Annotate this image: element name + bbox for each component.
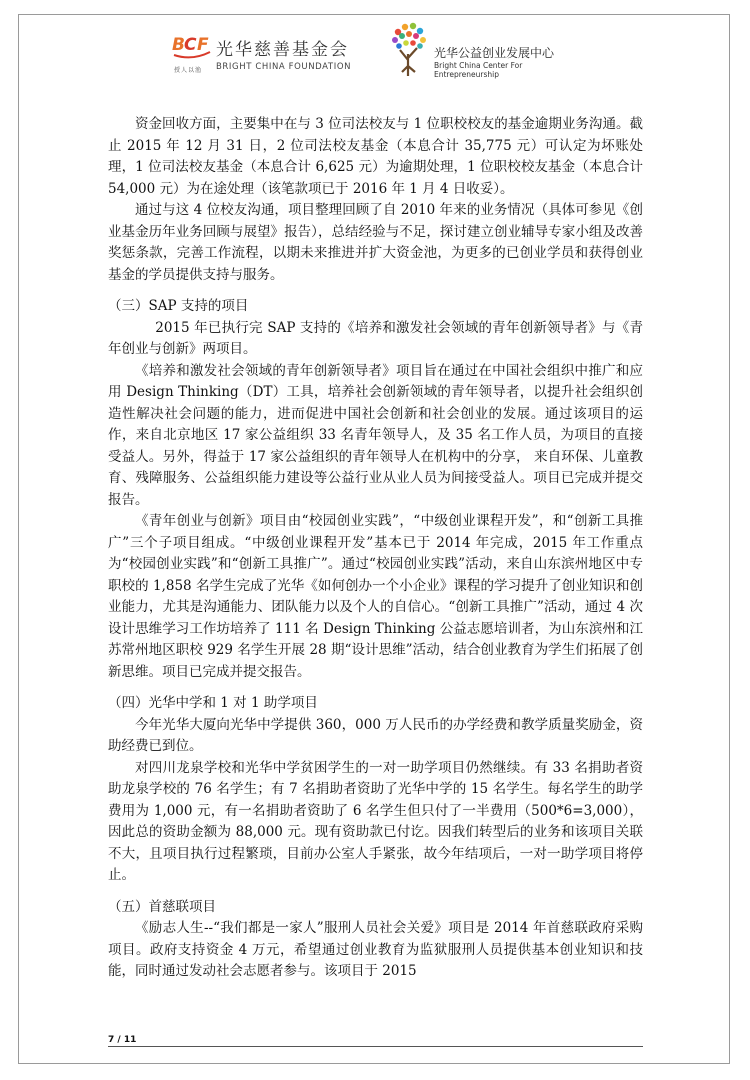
bright-china-center-logo [388,20,588,80]
foundation-name-cn: 光华慈善基金会 [216,40,349,60]
svg-text:C: C [184,35,197,55]
section-heading-scf: （五）首慈联项目 [108,898,216,915]
page-number: 7 / 11 [108,1035,137,1045]
section-heading-school-aid: （四）光华中学和 1 对 1 助学项目 [108,695,318,711]
paragraph-school-funding: 今年光华大厦向光华中学提供 360，000 万人民币的办学经费和教学质量奖励金，资助经费已到位。 [108,716,643,754]
paragraph-alumni-review: 通过与这 4 位校友沟通，项目整理回顾了自 2010 年来的业务情况（具体可参见《创业基金历年业务回顾与展望》报告），总结经验与不足，探讨建立创业辅导专家小组及改善奖惩条款，完善工作流程，以期未来推进并扩大资金池，为更多的已创业学员和获得创业基金的学员提供支持与服务。 [108,202,643,283]
center-name-cn: 光华公益创业发展中心 [434,46,555,60]
paragraph-one-on-one-aid: 对四川龙泉学校和光华中学贫困学生的一对一助学项目仍然继续。有 33 名捐助者资助龙泉学校的 76 名学生；有 7 名捐助者资助了光华中学的 15 名学生。每名学生的助学费用为 1,000 元，有一名捐助者资助了 6 名学生但只付了一半费用（500*6=3,000），因此总的资助金额为 88,000 元。现有资助款已付讫。因我们转型后的业务和该项目关联不大，且项目执行过程繁琐，目前办公室人手紧张，故今年结项后，一对一助学项目将停止。 [108,759,643,883]
paragraph-sap-entrepreneurship: 《青年创业与创新》项目由“校园创业实践”，“中级创业课程开发”，和“创新工具推广”三个子项目组成。“中级创业课程开发”基本已于 2014 年完成，2015 年工作重点为“校园创业实践”和“创新工具推广”。通过“校园创业实践”活动，来自山东滨州地区中专职校的 1,858 名学生完成了光华《如何创办一个小企业》课程的学习提升了创业知识和创业能力，尤其是沟通能力、团队能力以及个人的自信心。“创新工具推广”活动，通过 4 次设计思维学习工作坊培养了 111 名 Design Thinking 公益志愿培训者，为山东滨州和江苏常州地区职校 929 名学生开展 28 期“设计思维”活动，结合创业教育为学生们拓展了创新思维。项目已完成并提交报告。 [108,513,643,680]
svg-text:F: F [197,35,209,55]
document-body [108,114,643,983]
page-header [0,0,750,90]
footer-divider [108,1046,643,1047]
svg-text:B: B [172,35,185,55]
paragraph-scf-project: 《励志人生--“我们都是一家人”服刑人员社会关爱》项目是 2014 年首慈联政府采购项目。政府支持资金 4 万元，希望通过创业教育为监狱服刑人员提供基本创业知识和技能，同时通过发动社会志愿者参与。该项目于 2015 [108,920,643,979]
bcf-logo-icon [172,30,212,64]
foundation-name-en: BRIGHT CHINA FOUNDATION [216,62,352,72]
paragraph-sap-summary: 2015 年已执行完 SAP 支持的《培养和激发社会领域的青年创新领导者》与《青年创业与创新》两项目。 [108,319,643,357]
paragraph-sap-leaders: 《培养和激发社会领域的青年创新领导者》项目旨在通过在中国社会组织中推广和应用 Design Thinking（DT）工具，培养社会创新领域的青年领导者，以提升社会组织创造性解决社会问题的能力，进而促进中国社会创新和社会创业的发展。通过该项目的运作，来自北京地区 17 家公益组织 33 名青年领导人，及 35 名工作人员，为项目的直接受益人。另外，得益于 17 家公益组织的青年领导人在机构中的分享， 来自环保、儿童教育、残障服务、公益组织能力建设等公益行业从业人员为间接受益人。项目已完成并提交报告。 [108,362,643,508]
section-heading-sap: （三）SAP 支持的项目 [108,298,249,314]
tree-icon [388,20,430,78]
paragraph-fund-recovery: 资金回收方面，主要集中在与 3 位司法校友与 1 位职校校友的基金逾期业务沟通。截止 2015 年 12 月 31 日，2 位司法校友基金（本息合计 35,775 元）可认定为坏账处理，1 位司法校友基金（本息合计 6,625 元）为逾期处理，1 位职校校友基金（本息合计 54,000 元）为在途处理（该笔款项已于 2016 年 1 月 4 日收妥）。 [108,116,643,197]
bright-china-foundation-logo [172,26,362,78]
center-name-en: Bright China Center For Entrepreneurship [434,61,523,79]
logo-motto: 授人以渔 [174,67,203,74]
